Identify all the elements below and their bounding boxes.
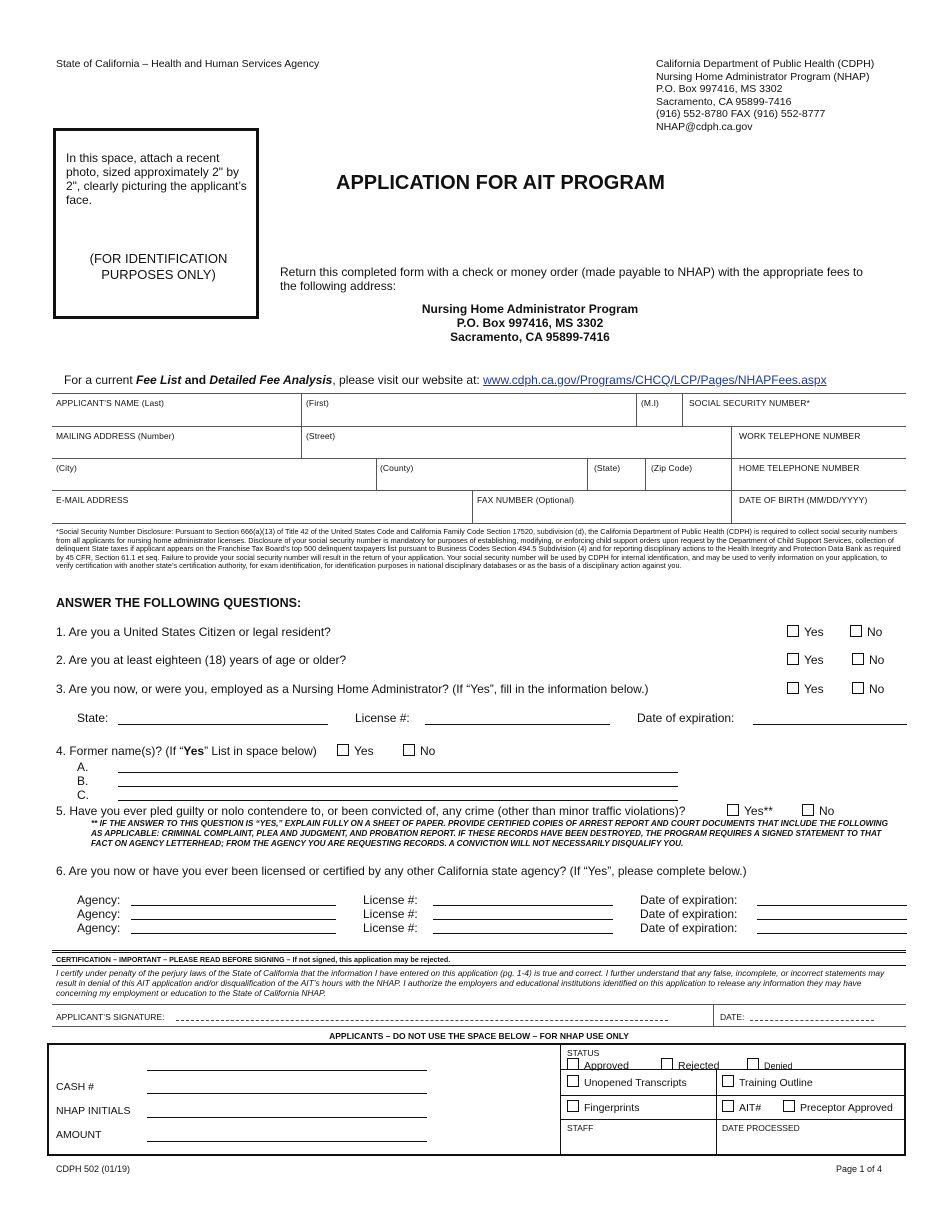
state-field[interactable]: (State) (594, 463, 621, 473)
initials-input[interactable] (147, 1117, 427, 1118)
ait-label: AIT# (739, 1102, 762, 1114)
license-input[interactable] (433, 919, 613, 920)
yes-label: Yes (804, 682, 824, 696)
q3-expiration-label: Date of expiration: (637, 711, 735, 725)
question-1: 1. Are you a United States Citizen or legal resident? (56, 625, 331, 639)
table-border (52, 426, 906, 427)
table-divider (645, 458, 646, 490)
q6-expiration-labels (640, 893, 737, 935)
staff-label: STAFF (567, 1123, 594, 1133)
return-instructions: Return this completed form with a check or money order (made payable to NHAP) with the appropriate fees to the following address: (280, 265, 863, 293)
yes-label: Yes** (744, 804, 773, 818)
fee-info (64, 373, 827, 387)
q6-license-labels (363, 893, 418, 935)
street-field[interactable]: (Street) (306, 431, 336, 441)
work-phone-field[interactable]: WORK TELEPHONE NUMBER (739, 431, 861, 441)
question-6: 6. Are you now or have you ever been licensed or certified by any other California state agency? (If “Yes”, please complete below.) (56, 864, 747, 878)
cash-label: CASH # (56, 1081, 94, 1093)
preceptor-approved-checkbox[interactable] (783, 1100, 893, 1114)
q3-no-checkbox[interactable] (852, 682, 884, 696)
checkbox-icon (747, 1058, 759, 1070)
checkbox-icon (337, 744, 349, 756)
amount-input[interactable] (147, 1141, 427, 1142)
q3-yes-checkbox[interactable] (787, 682, 824, 696)
certification-divider (52, 965, 906, 966)
checkbox-icon (567, 1075, 579, 1087)
checkbox-icon (722, 1100, 734, 1112)
last-name-field[interactable]: APPLICANT’S NAME (Last) (56, 398, 165, 408)
page-number: Page 1 of 4 (836, 1164, 883, 1174)
expiration-input[interactable] (757, 919, 907, 920)
rejected-checkbox[interactable] (661, 1058, 719, 1072)
certification-text: I certify under penalty of the perjury laws of the State of California that the information I have entered on this application (pg. 1-4) is true and correct. I further understand that any false, incomplete, or incorrect statements may result in denial of this AIT application and/or disqualification of the AIT’s hours with the NHAP. I authorize the employers and educational institutions identified on this application to release any information they may have concerning my employment or education to the State of California NHAP. (56, 968, 885, 998)
signature-label: APPLICANT’S SIGNATURE: (56, 1012, 165, 1022)
table-border (52, 490, 906, 491)
approved-label: Approved (584, 1060, 629, 1072)
agency-label: Agency: (77, 907, 121, 921)
fee-url-link[interactable]: www.cdph.ca.gov/Programs/CHCQ/LCP/Pages/NHAPFees.aspx (483, 373, 827, 387)
fingerprints-label: Fingerprints (584, 1102, 640, 1114)
q4-bold: Yes (183, 744, 205, 758)
no-label: No (869, 682, 885, 696)
checkbox-icon (727, 804, 739, 816)
home-phone-field[interactable]: HOME TELEPHONE NUMBER (739, 463, 860, 473)
yes-label: Yes (804, 653, 824, 667)
first-name-field[interactable]: (First) (306, 398, 329, 408)
checkbox-icon (787, 625, 799, 637)
ssn-field[interactable]: SOCIAL SECURITY NUMBER* (689, 398, 810, 408)
agency-input[interactable] (131, 905, 336, 906)
office-use-box (47, 1043, 906, 1156)
certification-header: CERTIFICATION – IMPORTANT – PLEASE READ BEFORE SIGNING – If not signed, this application may be rejected. (56, 955, 451, 964)
agency-contact (656, 58, 874, 133)
certification-divider (52, 950, 906, 953)
checkbox-icon (403, 744, 415, 756)
no-label: No (819, 804, 835, 818)
amount-label: AMOUNT (56, 1129, 102, 1141)
photo-instruction: In this space, attach a recent photo, sized approximately 2" by 2", clearly picturing the applicant’s face. (66, 151, 247, 207)
initials-label: NHAP INITIALS (56, 1105, 131, 1117)
questions-heading: ANSWER THE FOLLOWING QUESTIONS: (56, 596, 302, 610)
license-label: License #: (363, 907, 418, 921)
agency-label: Agency: (77, 921, 121, 935)
signature-input[interactable] (176, 1020, 668, 1021)
q3-state-label: State: (77, 711, 109, 725)
rejected-label: Rejected (678, 1060, 720, 1072)
fingerprints-checkbox[interactable] (567, 1100, 639, 1114)
former-name-c-input[interactable] (118, 800, 678, 801)
middle-initial-field[interactable]: (M.I) (641, 398, 659, 408)
contact-email: NHAP@cdph.ca.gov (656, 120, 753, 133)
preceptor-label: Preceptor Approved (800, 1102, 893, 1114)
table-divider (587, 458, 588, 490)
q4-yes-checkbox[interactable] (337, 744, 374, 758)
question-2: 2. Are you at least eighteen (18) years of age or older? (56, 653, 347, 667)
fee-prefix: For a current (64, 373, 137, 387)
license-input[interactable] (433, 933, 613, 934)
city-field[interactable]: (City) (56, 463, 77, 473)
denied-checkbox[interactable] (747, 1058, 793, 1071)
q3-state-input[interactable] (118, 724, 328, 725)
q3-expiration-input[interactable] (753, 724, 907, 725)
checkbox-icon (852, 682, 864, 694)
q2-yes-checkbox[interactable] (787, 653, 824, 667)
contact-line: California Department of Public Health (CDPH) (656, 58, 875, 70)
checkbox-icon (852, 653, 864, 665)
expiration-label: Date of expiration: (640, 893, 738, 907)
office-divider (560, 1119, 904, 1120)
unopened-transcripts-checkbox[interactable] (567, 1075, 687, 1089)
question-4 (56, 744, 317, 758)
table-divider (682, 393, 683, 426)
office-divider (560, 1045, 561, 1154)
contact-line: (916) 552-8780 FAX (916) 552-8777 (656, 108, 826, 120)
cash-input[interactable] (147, 1093, 427, 1094)
ssn-disclosure: *Social Security Number Disclosure: Pursuant to Section 666(a)(13) of Title 42 of the United States Code and California Family Code Section 17520, subdivision (d), the California Department of Public Health (CDPH) is required to collect social security numbers from all applicants for nursing home administrator licenses. Disclosure of your social security number is mandatory for purposes of establishing, modifying, or enforcing child support orders upon request by the Department of Child Support Services, collection of delinquent State taxes if applicant appears on the Franchise Tax Board’s top 500 delinquent taxpayers list pursuant to Business Codes Section 494.5 Subdivision (4) and for reporting disciplinary actions to the Health Integrity and Protection Data Bank as required by 45 CFR, Section 61.1 et seq. Failure to provide your social security number will result in the return of your application. Your social security number will be used by CDPH for internal identification, and may be used to verify information on your application, to verify certification with another state’s certification authority, for exam identification, for identification purposes in national disciplinary databases or as the basis of a disciplinary action against you. (56, 527, 901, 571)
form-number: CDPH 502 (01/19) (56, 1164, 131, 1174)
checkbox-icon (850, 625, 862, 637)
q4-letter-c: C. (77, 788, 89, 802)
license-label: License #: (363, 921, 418, 935)
q3-license-label: License #: (355, 711, 410, 725)
q2-no-checkbox[interactable] (852, 653, 884, 667)
mailing-address (330, 302, 730, 344)
q4-letter-b: B. (77, 774, 89, 788)
office-input[interactable] (147, 1070, 427, 1071)
question-5: 5. Have you ever pled guilty or nolo contendere to, or been convicted of, any crime (other than minor traffic violations)? (56, 804, 686, 818)
signature-date-input[interactable] (750, 1020, 874, 1021)
checkbox-icon (783, 1100, 795, 1112)
q4-prefix: 4. Former name(s)? (If “ (56, 744, 184, 758)
ait-checkbox[interactable] (722, 1100, 761, 1114)
q5-yes-checkbox[interactable] (727, 804, 773, 818)
q3-license-input[interactable] (425, 724, 610, 725)
table-border (52, 523, 906, 524)
yes-label: Yes (804, 625, 824, 639)
status-label: STATUS (567, 1048, 600, 1058)
checkbox-icon (567, 1058, 579, 1070)
former-name-a-input[interactable] (118, 772, 678, 773)
page-title: APPLICATION FOR AIT PROGRAM (336, 172, 665, 194)
address-number-field[interactable]: MAILING ADDRESS (Number) (56, 431, 175, 441)
checkbox-icon (787, 653, 799, 665)
q6-agency-labels (77, 893, 120, 935)
photo-purpose: (FOR IDENTIFICATION PURPOSES ONLY) (89, 251, 228, 282)
q4-no-checkbox[interactable] (403, 744, 435, 758)
q1-yes-checkbox[interactable] (787, 625, 824, 639)
checkbox-icon (802, 804, 814, 816)
denied-label: Denied (764, 1061, 793, 1071)
email-field[interactable]: E-MAIL ADDRESS (56, 495, 129, 505)
table-divider (301, 426, 302, 458)
table-divider (636, 393, 637, 426)
q1-no-checkbox[interactable] (850, 625, 882, 639)
office-use-header: APPLICANTS – DO NOT USE THE SPACE BELOW – FOR NHAP USE ONLY (329, 1031, 629, 1041)
fee-and: and (181, 373, 210, 387)
license-label: License #: (363, 893, 418, 907)
approved-checkbox[interactable] (567, 1058, 629, 1072)
training-outline-checkbox[interactable] (722, 1075, 813, 1089)
address-line: Sacramento, CA 95899-7416 (450, 330, 610, 344)
address-line: Nursing Home Administrator Program (421, 302, 639, 316)
expiration-input[interactable] (757, 905, 907, 906)
agency-left: State of California – Health and Human Services Agency (56, 58, 320, 70)
photo-box[interactable] (53, 128, 259, 319)
expiration-input[interactable] (757, 933, 907, 934)
table-divider (301, 393, 302, 426)
checkbox-icon (567, 1100, 579, 1112)
no-label: No (420, 744, 436, 758)
q4-letter-a: A. (77, 760, 89, 774)
certification-divider (52, 1026, 906, 1027)
table-border (52, 458, 906, 459)
q5-note: ** IF THE ANSWER TO THIS QUESTION IS “YES,” EXPLAIN FULLY ON A SHEET OF PAPER. PROVIDE CERTIFIED COPIES OF ARREST REPORT AND COURT DOCUMENTS THAT INCLUDE THE FOLLOWING AS APPLICABLE: CRIMINAL COMPLAINT, PLEA AND JUDGMENT, AND PROBATION REPORT. IF THESE RECORDS HAVE BEEN DESTROYED, THE PROGRAM REQUIRES A SIGNED STATEMENT TO THAT FACT ON AGENCY LETTERHEAD; FROM THE AGENCY YOU ARE REQUESTING RECORDS. A CONVICTION WILL NOT NECESSARILY DISQUALIFY YOU. (91, 819, 888, 848)
agency-input[interactable] (131, 919, 336, 920)
checkbox-icon (661, 1058, 673, 1070)
agency-input[interactable] (131, 933, 336, 934)
address-line: P.O. Box 997416, MS 3302 (456, 316, 604, 330)
table-border (52, 393, 906, 394)
contact-line: P.O. Box 997416, MS 3302 (656, 83, 783, 95)
question-3: 3. Are you now, or were you, employed as a Nursing Home Administrator? (If “Yes”, fill in the information below.) (56, 682, 649, 696)
expiration-label: Date of expiration: (640, 907, 738, 921)
table-divider (731, 426, 732, 523)
fee-suffix: , please visit our website at: (332, 373, 484, 387)
agency-label: Agency: (77, 893, 121, 907)
certification-divider (52, 1004, 906, 1005)
office-divider (716, 1069, 717, 1154)
q5-no-checkbox[interactable] (802, 804, 834, 818)
checkbox-icon (787, 682, 799, 694)
fee-analysis-label: Detailed Fee Analysis (209, 373, 333, 387)
zip-field[interactable]: (Zip Code) (651, 463, 693, 473)
yes-label: Yes (354, 744, 374, 758)
signature-divider (713, 1004, 714, 1026)
fax-field[interactable]: FAX NUMBER (Optional) (477, 495, 575, 505)
unopened-label: Unopened Transcripts (584, 1077, 687, 1089)
office-divider (560, 1095, 904, 1096)
date-label: DATE: (720, 1012, 745, 1022)
county-field[interactable]: (County) (380, 463, 414, 473)
license-input[interactable] (433, 905, 613, 906)
fee-list-label: Fee List (136, 373, 182, 387)
no-label: No (867, 625, 883, 639)
expiration-label: Date of expiration: (640, 921, 738, 935)
training-label: Training Outline (739, 1077, 813, 1089)
contact-line: Sacramento, CA 95899-7416 (656, 95, 792, 108)
date-processed-label: DATE PROCESSED (722, 1123, 800, 1133)
q4-suffix: ” List in space below) (204, 744, 317, 758)
table-divider (376, 458, 377, 490)
contact-line: Nursing Home Administrator Program (NHAP) (656, 70, 870, 83)
checkbox-icon (722, 1075, 734, 1087)
former-name-b-input[interactable] (118, 786, 678, 787)
dob-field[interactable]: DATE OF BIRTH (MM/DD/YYYY) (739, 495, 868, 505)
table-divider (472, 490, 473, 523)
no-label: No (869, 653, 885, 667)
